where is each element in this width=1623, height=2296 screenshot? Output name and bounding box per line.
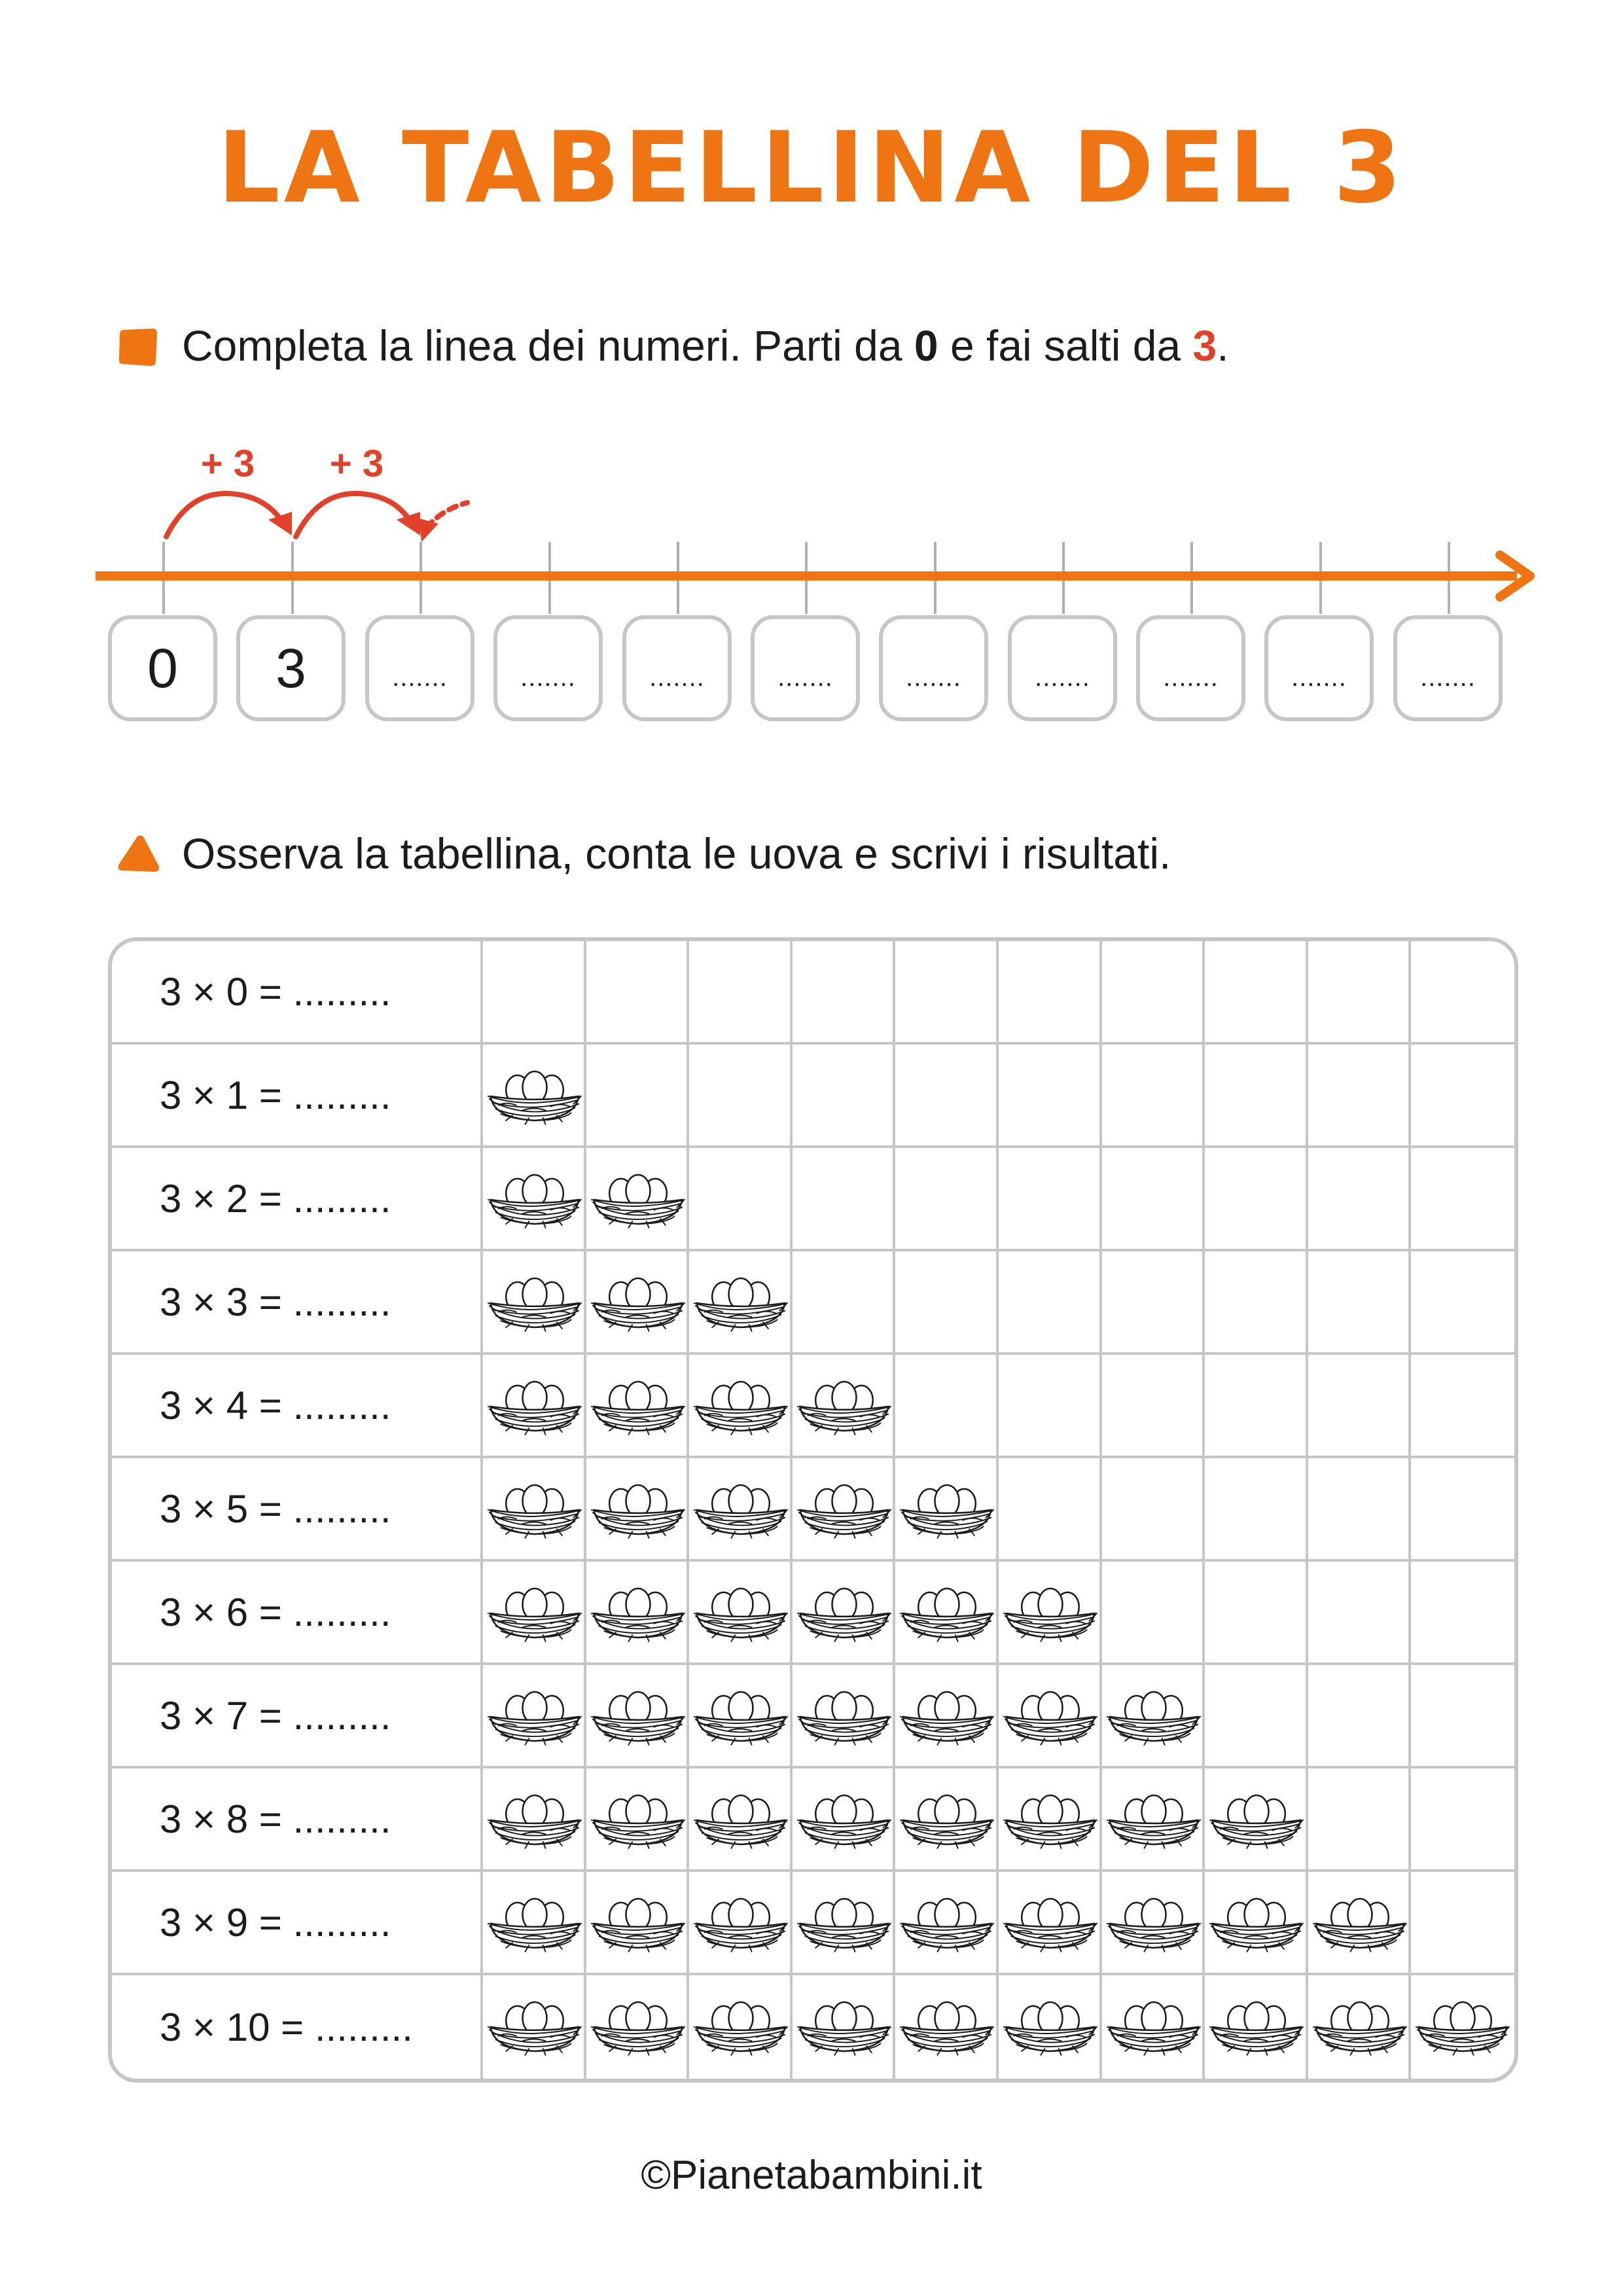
table-cell <box>999 941 1102 1045</box>
table-cell <box>793 1458 896 1562</box>
table-cell <box>1102 1562 1205 1665</box>
table-cell <box>689 1562 793 1665</box>
table-cell <box>483 1562 586 1665</box>
table-cell <box>895 1355 999 1458</box>
table-cell <box>999 1562 1102 1665</box>
nest-with-three-eggs-icon <box>487 1995 582 2059</box>
nest-with-three-eggs-icon <box>1106 1685 1202 1749</box>
answer-box-11[interactable]: ....... <box>1393 615 1503 721</box>
table-cell <box>586 941 690 1045</box>
nest-with-three-eggs-icon <box>487 1374 582 1439</box>
nest-with-three-eggs-icon <box>1209 1995 1304 2059</box>
table-cell <box>895 1045 999 1148</box>
table-cell <box>586 1872 690 1975</box>
table-cell <box>483 1768 586 1872</box>
nest-with-three-eggs-icon <box>590 1995 686 2059</box>
table-cell <box>483 1045 586 1148</box>
table-cell <box>483 1251 586 1355</box>
table-cell <box>689 1355 793 1458</box>
table-cell <box>1102 1872 1205 1975</box>
table-cell <box>999 1872 1102 1975</box>
table-cell <box>586 1355 690 1458</box>
table-row-label[interactable]: 3 × 6 = ......... <box>112 1562 483 1665</box>
table-cell <box>586 1458 690 1562</box>
nest-with-three-eggs-icon <box>487 1271 582 1335</box>
table-cell <box>793 1355 896 1458</box>
nest-with-three-eggs-icon <box>590 1168 686 1232</box>
nest-with-three-eggs-icon <box>693 1478 789 1542</box>
table-cell <box>999 1975 1102 2079</box>
table-cell <box>895 1251 999 1355</box>
table-cell <box>586 1665 690 1768</box>
instruction-number-line: Completa la linea dei numeri. Parti da 0 e fai salti da 3. <box>182 321 1229 370</box>
table-row-label[interactable]: 3 × 3 = ......... <box>112 1251 483 1355</box>
table-cell <box>1102 1768 1205 1872</box>
table-cell <box>1205 1562 1308 1665</box>
table-row-label[interactable]: 3 × 5 = ......... <box>112 1458 483 1562</box>
nest-with-three-eggs-icon <box>796 1478 892 1542</box>
nest-with-three-eggs-icon <box>1312 1995 1408 2059</box>
answer-box-10[interactable]: ....... <box>1264 615 1374 721</box>
table-cell <box>1205 1768 1308 1872</box>
table-cell <box>895 1872 999 1975</box>
table-cell <box>1205 1458 1308 1562</box>
table-cell <box>483 941 586 1045</box>
table-row-label[interactable]: 3 × 2 = ......... <box>112 1148 483 1251</box>
table-cell <box>1205 1148 1308 1251</box>
nest-with-three-eggs-icon <box>487 1892 582 1956</box>
table-cell <box>689 1768 793 1872</box>
answer-box-3[interactable]: ....... <box>365 615 474 721</box>
table-cell <box>586 1251 690 1355</box>
table-cell <box>689 1975 793 2079</box>
table-cell <box>1411 1665 1514 1768</box>
nest-with-three-eggs-icon <box>487 1581 582 1645</box>
table-cell <box>1308 1768 1412 1872</box>
table-row-label[interactable]: 3 × 7 = ......... <box>112 1665 483 1768</box>
nest-with-three-eggs-icon <box>899 1478 995 1542</box>
table-cell <box>999 1665 1102 1768</box>
answer-box-6[interactable]: ....... <box>751 615 860 721</box>
nest-with-three-eggs-icon <box>1312 1892 1408 1956</box>
table-cell <box>1411 1458 1514 1562</box>
table-cell <box>1411 941 1514 1045</box>
table-cell <box>483 1975 586 2079</box>
orange-square-bullet-icon <box>116 326 160 369</box>
nest-with-three-eggs-icon <box>590 1478 686 1542</box>
table-cell <box>1308 1562 1412 1665</box>
table-cell <box>895 1148 999 1251</box>
table-cell <box>1411 1872 1514 1975</box>
table-cell <box>1308 941 1412 1045</box>
nest-with-three-eggs-icon <box>487 1478 582 1542</box>
nest-with-three-eggs-icon <box>1003 1788 1098 1852</box>
table-cell <box>793 1768 896 1872</box>
table-cell <box>793 1872 896 1975</box>
table-cell <box>1308 1872 1412 1975</box>
nest-with-three-eggs-icon <box>899 1788 995 1852</box>
jump-arrowhead-icon <box>419 518 438 542</box>
table-cell <box>1411 1045 1514 1148</box>
nest-with-three-eggs-icon <box>487 1788 582 1852</box>
table-cell <box>999 1148 1102 1251</box>
nest-with-three-eggs-icon <box>693 1685 789 1749</box>
table-cell <box>689 1872 793 1975</box>
nest-with-three-eggs-icon <box>899 1995 995 2059</box>
table-cell <box>1411 1355 1514 1458</box>
table-cell <box>1102 1355 1205 1458</box>
number-line <box>0 432 1623 622</box>
table-cell <box>1308 1975 1412 2079</box>
nest-with-three-eggs-icon <box>1209 1892 1304 1956</box>
table-cell <box>999 1355 1102 1458</box>
table-cell <box>1102 1665 1205 1768</box>
table-row-label[interactable]: 3 × 8 = ......... <box>112 1768 483 1872</box>
table-cell <box>1102 1045 1205 1148</box>
table-cell <box>1102 1458 1205 1562</box>
nest-with-three-eggs-icon <box>1003 1581 1098 1645</box>
table-cell <box>895 1975 999 2079</box>
nest-with-three-eggs-icon <box>1106 1788 1202 1852</box>
nest-with-three-eggs-icon <box>487 1685 582 1749</box>
table-cell <box>483 1665 586 1768</box>
table-cell <box>1308 1045 1412 1148</box>
table-cell <box>895 1458 999 1562</box>
nest-with-three-eggs-icon <box>1106 1995 1202 2059</box>
table-cell <box>895 1562 999 1665</box>
nest-with-three-eggs-icon <box>796 1581 892 1645</box>
table-cell <box>1102 1975 1205 2079</box>
table-cell <box>1205 1251 1308 1355</box>
table-row-label[interactable]: 3 × 0 = ......... <box>112 941 483 1045</box>
table-cell <box>689 1458 793 1562</box>
nest-with-three-eggs-icon <box>1106 1892 1202 1956</box>
table-cell <box>1411 1562 1514 1665</box>
nest-with-three-eggs-icon <box>1003 1995 1098 2059</box>
nest-with-three-eggs-icon <box>796 1788 892 1852</box>
table-cell <box>793 1251 896 1355</box>
table-cell <box>1205 1045 1308 1148</box>
nest-with-three-eggs-icon <box>796 1995 892 2059</box>
nest-with-three-eggs-icon <box>899 1581 995 1645</box>
table-row-label[interactable]: 3 × 4 = ......... <box>112 1355 483 1458</box>
table-cell <box>586 1975 690 2079</box>
instruction-table: Osserva la tabellina, conta le uova e scrivi i risultati. <box>182 829 1171 878</box>
table-cell <box>895 941 999 1045</box>
table-cell <box>793 1562 896 1665</box>
nest-with-three-eggs-icon <box>590 1685 686 1749</box>
nest-with-three-eggs-icon <box>899 1892 995 1956</box>
jump-label-1: + 3 <box>200 442 255 485</box>
number-box-2: 3 <box>236 615 346 721</box>
page-title: LA TABELLINA DEL 3 <box>217 111 1406 225</box>
nest-with-three-eggs-icon <box>487 1064 582 1128</box>
table-cell <box>793 1665 896 1768</box>
nest-with-three-eggs-icon <box>487 1168 582 1232</box>
answer-box-5[interactable]: ....... <box>622 615 732 721</box>
table-cell <box>1205 1665 1308 1768</box>
nest-with-three-eggs-icon <box>693 1271 789 1335</box>
table-cell <box>999 1458 1102 1562</box>
table-cell <box>1102 1251 1205 1355</box>
nest-with-three-eggs-icon <box>796 1892 892 1956</box>
table-cell <box>586 1148 690 1251</box>
table-cell <box>1308 1251 1412 1355</box>
table-cell <box>1308 1148 1412 1251</box>
nest-with-three-eggs-icon <box>796 1685 892 1749</box>
table-cell <box>483 1355 586 1458</box>
nest-with-three-eggs-icon <box>1209 1788 1304 1852</box>
table-cell <box>586 1768 690 1872</box>
table-cell <box>586 1562 690 1665</box>
table-cell <box>895 1768 999 1872</box>
table-cell <box>1308 1665 1412 1768</box>
table-cell <box>483 1872 586 1975</box>
nest-with-three-eggs-icon <box>796 1374 892 1439</box>
footer-copyright: ©Pianetabambini.it <box>641 2153 982 2198</box>
table-cell <box>1205 941 1308 1045</box>
nest-with-three-eggs-icon <box>1415 1995 1510 2059</box>
table-cell <box>1205 1872 1308 1975</box>
table-cell <box>1102 1148 1205 1251</box>
answer-box-9[interactable]: ....... <box>1136 615 1245 721</box>
table-row-label[interactable]: 3 × 9 = ......... <box>112 1872 483 1975</box>
nest-with-three-eggs-icon <box>590 1271 686 1335</box>
table-cell <box>999 1045 1102 1148</box>
table-cell <box>793 1148 896 1251</box>
table-cell <box>586 1045 690 1148</box>
multiplication-table <box>108 937 1518 2083</box>
table-cell <box>689 1665 793 1768</box>
table-cell <box>999 1251 1102 1355</box>
table-cell <box>1411 1148 1514 1251</box>
jump-label-2: + 3 <box>329 442 384 485</box>
nest-with-three-eggs-icon <box>590 1581 686 1645</box>
nest-with-three-eggs-icon <box>693 1374 789 1439</box>
table-cell <box>689 1251 793 1355</box>
table-cell <box>483 1148 586 1251</box>
nest-with-three-eggs-icon <box>1003 1892 1098 1956</box>
nest-with-three-eggs-icon <box>899 1685 995 1749</box>
table-row-label[interactable]: 3 × 1 = ......... <box>112 1045 483 1148</box>
number-box-1: 0 <box>108 615 217 721</box>
nest-with-three-eggs-icon <box>1003 1685 1098 1749</box>
nest-with-three-eggs-icon <box>590 1892 686 1956</box>
table-cell <box>1411 1251 1514 1355</box>
table-row-label[interactable]: 3 × 10 = ......... <box>112 1975 483 2079</box>
table-cell <box>895 1665 999 1768</box>
table-cell <box>483 1458 586 1562</box>
orange-triangle-bullet-icon <box>115 833 162 876</box>
table-cell <box>793 941 896 1045</box>
answer-box-7[interactable]: ....... <box>879 615 988 721</box>
nest-with-three-eggs-icon <box>693 1788 789 1852</box>
nest-with-three-eggs-icon <box>693 1581 789 1645</box>
table-cell <box>689 1045 793 1148</box>
answer-box-4[interactable]: ....... <box>493 615 603 721</box>
table-cell <box>689 941 793 1045</box>
table-cell <box>999 1768 1102 1872</box>
nest-with-three-eggs-icon <box>693 1995 789 2059</box>
nest-with-three-eggs-icon <box>590 1788 686 1852</box>
table-cell <box>1411 1975 1514 2079</box>
table-cell <box>793 1975 896 2079</box>
nest-with-three-eggs-icon <box>693 1892 789 1956</box>
table-cell <box>1308 1355 1412 1458</box>
nest-with-three-eggs-icon <box>590 1374 686 1439</box>
table-cell <box>1308 1458 1412 1562</box>
table-cell <box>793 1045 896 1148</box>
table-cell <box>1411 1768 1514 1872</box>
answer-box-8[interactable]: ....... <box>1008 615 1117 721</box>
table-cell <box>1205 1975 1308 2079</box>
table-cell <box>689 1148 793 1251</box>
table-cell <box>1102 941 1205 1045</box>
table-cell <box>1205 1355 1308 1458</box>
